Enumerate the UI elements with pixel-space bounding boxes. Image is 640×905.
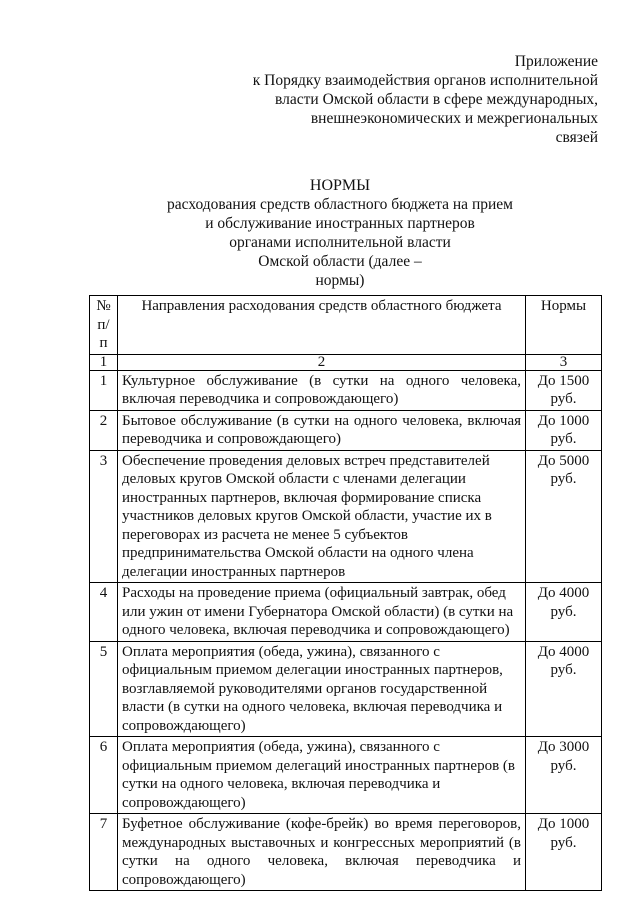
appendix-line: связей [555, 129, 598, 146]
row-number: 4 [90, 583, 118, 642]
index-cell: 2 [118, 354, 526, 370]
row-norm: До 1000 руб. [526, 410, 602, 450]
norms-table [89, 295, 602, 891]
row-description: Оплата мероприятия (обеда, ужина), связанного с официальным приемом делегаций иностранных партнеров (в сутки на одного человека, включая переводчика и сопровождающего) [118, 737, 526, 814]
row-norm: До 3000 руб. [526, 737, 602, 814]
row-description: Бытовое обслуживание (в сутки на одного человека, включая переводчика и сопровождающего) [118, 410, 526, 450]
row-norm: До 4000 руб. [526, 583, 602, 642]
table-row [90, 737, 602, 814]
row-norm: До 1000 руб. [526, 814, 602, 891]
heading-line: и обслуживание иностранных партнеров [205, 215, 475, 232]
row-description: Расходы на проведение приема (официальный завтрак, обед или ужин от имени Губернатора Омской области) (в сутки на одного человека, включая переводчика и сопровождающего) [118, 583, 526, 642]
table-row [90, 450, 602, 583]
row-number: 3 [90, 450, 118, 583]
header-direction: Направления расходования средств областного бюджета [118, 296, 526, 355]
table-index-row [90, 354, 602, 370]
row-norm: До 5000 руб. [526, 450, 602, 583]
table-row [90, 583, 602, 642]
appendix-note [253, 52, 598, 147]
row-description: Буфетное обслуживание (кофе-брейк) во время переговоров, международных выставочных и конгрессных мероприятий (в сутки на одного человека, включая переводчика и сопровождающего) [118, 814, 526, 891]
row-description: Культурное обслуживание (в сутки на одного человека, включая переводчика и сопровождающего) [118, 370, 526, 410]
row-number: 6 [90, 737, 118, 814]
row-description: Оплата мероприятия (обеда, ужина), связанного с официальным приемом делегации иностранных партнеров, возглавляемой руководителями органов государственной власти (в сутки на одного человека, включая переводчика и сопровождающего) [118, 641, 526, 737]
row-number: 7 [90, 814, 118, 891]
row-norm: До 1500 руб. [526, 370, 602, 410]
table-row [90, 370, 602, 410]
heading-line: расходования средств областного бюджета на прием [167, 196, 513, 213]
row-number: 5 [90, 641, 118, 737]
heading-line: нормы) [315, 272, 365, 289]
header-number: № п/п [90, 296, 118, 355]
appendix-line: власти Омской области в сфере международных, [275, 91, 598, 108]
index-cell: 3 [526, 354, 602, 370]
appendix-line: внешнеэкономических и межрегиональных [310, 110, 598, 127]
document-title: НОРМЫ [309, 177, 371, 194]
appendix-line: Приложение [514, 53, 598, 70]
header-norms: Нормы [526, 296, 602, 355]
row-description: Обеспечение проведения деловых встреч представителей деловых кругов Омской области с членами делегации иностранных партнеров, включая формирование списка участников деловых кругов Омской области, участие их в переговорах из расчета не менее 5 субъектов предпринимательства Омской области на одного члена делегации иностранных партнеров [118, 450, 526, 583]
row-number: 1 [90, 370, 118, 410]
table-row [90, 410, 602, 450]
document-heading [130, 176, 550, 290]
table-header-row [90, 296, 602, 355]
table-row [90, 814, 602, 891]
index-cell: 1 [90, 354, 118, 370]
table-row [90, 641, 602, 737]
heading-line: органами исполнительной власти [229, 234, 451, 251]
heading-line: Омской области (далее – [258, 253, 422, 270]
row-number: 2 [90, 410, 118, 450]
row-norm: До 4000 руб. [526, 641, 602, 737]
appendix-line: к Порядку взаимодействия органов исполнительной [252, 72, 598, 89]
